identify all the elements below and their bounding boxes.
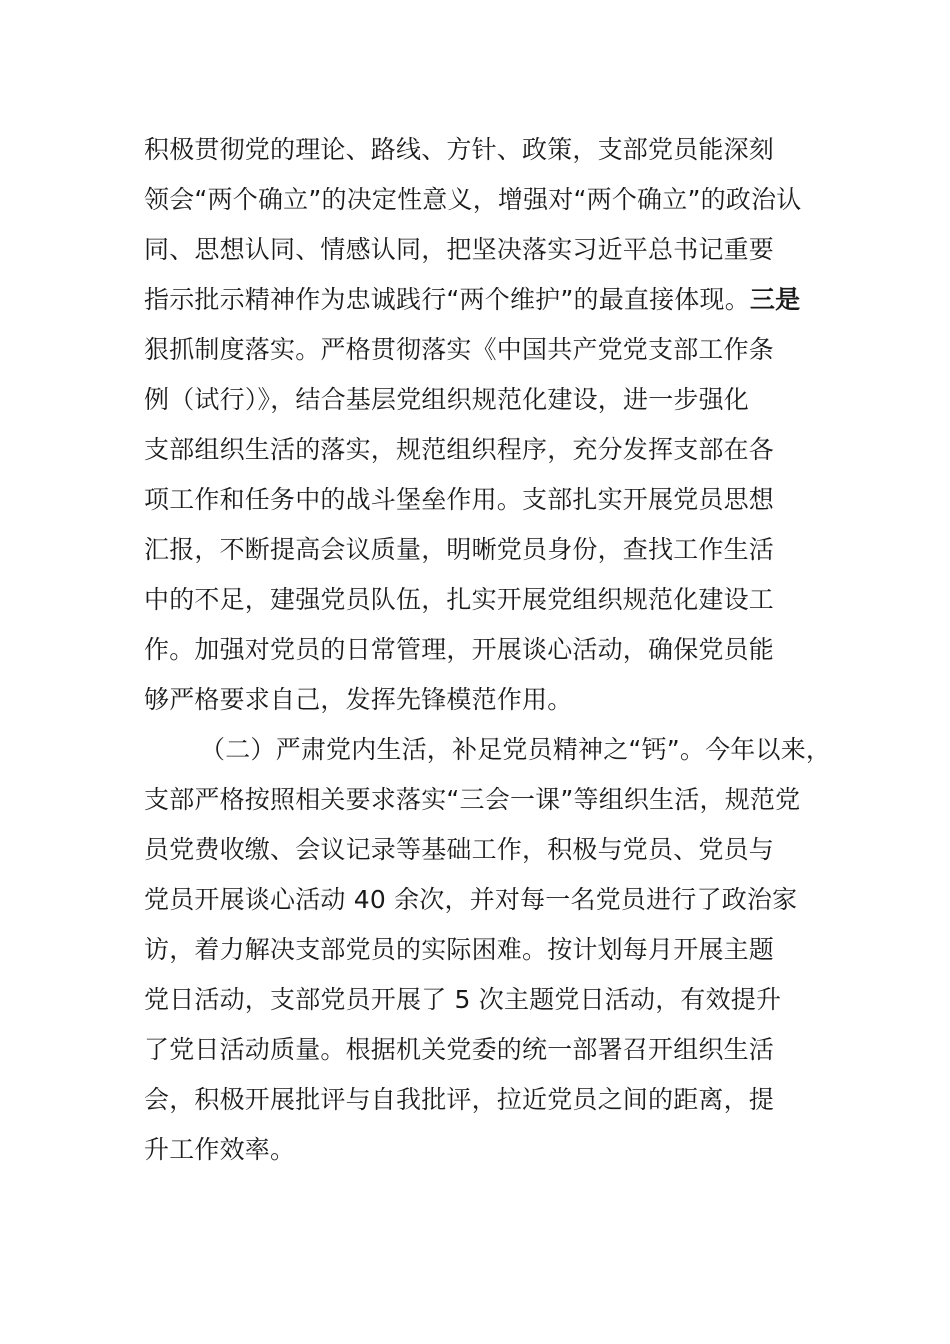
text-line-5: 狠抓制度落实。严格贯彻落实《中国共产党党支部工作条 xyxy=(144,335,775,364)
text-line-4-body: 指示批示精神作为忠诚践行“两个维护”的最直接体现。 xyxy=(144,285,750,314)
text-line-9: 汇报，不断提高会议质量，明晰党员身份，查找工作生活 xyxy=(144,535,775,564)
text-line-4 xyxy=(144,283,824,317)
text-line-21: 升工作效率。 xyxy=(144,1135,296,1164)
text-line-2: 领会“两个确立”的决定性意义，增强对“两个确立”的政治认 xyxy=(144,185,802,214)
text-line-7: 支部组织生活的落实，规范组织程序，充分发挥支部在各 xyxy=(144,435,775,464)
text-line-3: 同、思想认同、情感认同，把坚决落实习近平总书记重要 xyxy=(144,235,775,264)
text-line-14: 支部严格按照相关要求落实“三会一课”等组织生活，规范党 xyxy=(144,785,801,814)
text-line-6: 例（试行）》，结合基层党组织规范化建设，进一步强化 xyxy=(144,385,750,414)
text-line-8: 项工作和任务中的战斗堡垒作用。支部扎实开展党员思想 xyxy=(144,485,775,514)
text-line-20: 会，积极开展批评与自我批评，拉近党员之间的距离，提 xyxy=(144,1085,775,1114)
text-line-10: 中的不足，建强党员队伍，扎实开展党组织规范化建设工 xyxy=(144,585,775,614)
text-line-12: 够严格要求自己，发挥先锋模范作用。 xyxy=(144,685,573,714)
text-line-11: 作。加强对党员的日常管理，开展谈心活动，确保党员能 xyxy=(144,635,775,664)
text-line-19: 了党日活动质量。根据机关党委的统一部署召开组织生活 xyxy=(144,1035,775,1064)
bold-keyword-sanshi: 三是 xyxy=(749,285,801,314)
text-line-16: 党员开展谈心活动 40 余次，并对每一名党员进行了政治家 xyxy=(144,885,798,914)
text-line-1: 积极贯彻党的理论、路线、方针、政策，支部党员能深刻 xyxy=(144,135,775,164)
text-line-18: 党日活动，支部党员开展了 5 次主题党日活动，有效提升 xyxy=(144,985,782,1014)
section-heading-line: （二）严肃党内生活，补足党员精神之“钙”。今年以来， xyxy=(200,735,832,764)
text-line-15: 员党费收缴、会议记录等基础工作，积极与党员、党员与 xyxy=(144,835,775,864)
text-line-17: 访，着力解决支部党员的实际困难。按计划每月开展主题 xyxy=(144,935,775,964)
